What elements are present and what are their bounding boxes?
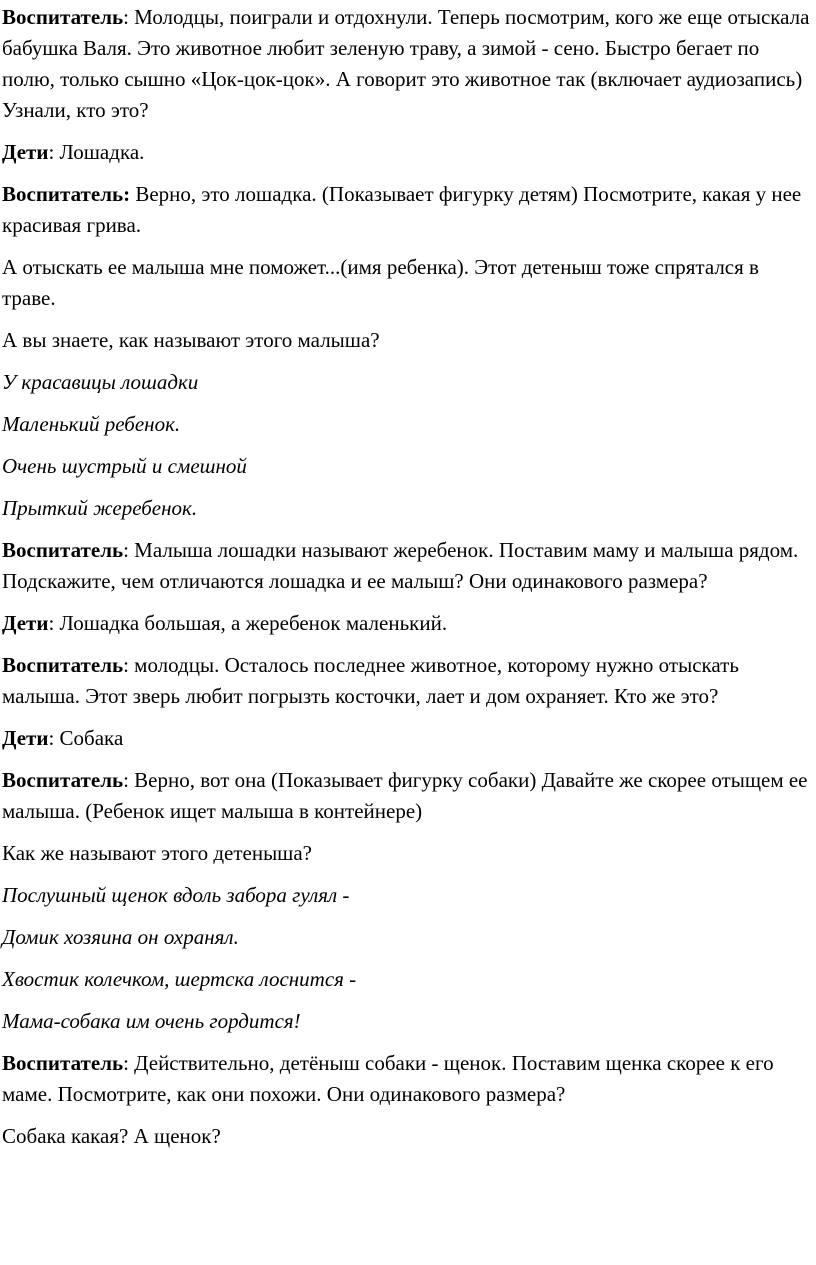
speaker-label: Воспитатель — [2, 5, 124, 29]
paragraph — [2, 650, 814, 712]
paragraph — [2, 179, 814, 241]
paragraph: Как же называют этого детеныша? — [2, 841, 312, 865]
verse-line: Очень шустрый и смешной — [2, 454, 247, 478]
speaker-separator: : — [123, 538, 135, 562]
speaker-label: Дети — [2, 611, 49, 635]
speaker-separator: : — [48, 140, 60, 164]
verse-line: Хвостик колечком, шертска лоснится - — [2, 967, 357, 991]
speaker-label: Воспитатель — [2, 768, 124, 792]
speaker-label: Дети — [2, 726, 49, 750]
speaker-label: Воспитатель — [2, 538, 124, 562]
paragraph — [2, 723, 814, 754]
speaker-separator: : — [48, 611, 60, 635]
verse-line: Послушный щенок вдоль забора гулял - — [2, 883, 350, 907]
paragraph-text: Лошадка большая, а жеребенок маленький. — [59, 611, 448, 635]
verse-line: У красавицы лошадки — [2, 370, 199, 394]
verse-line: Прыткий жеребенок. — [2, 496, 198, 520]
speaker-separator: : — [123, 768, 135, 792]
paragraph — [2, 765, 814, 827]
paragraph: А отыскать ее малыша мне поможет...(имя ребенка). Этот детеныш тоже спрятался в траве. — [2, 255, 759, 310]
speaker-label: Воспитатель — [2, 1051, 124, 1075]
paragraph-text: Лошадка. — [59, 140, 145, 164]
paragraph — [2, 608, 814, 639]
paragraph — [2, 1048, 814, 1110]
verse-line: Маленький ребенок. — [2, 412, 181, 436]
paragraph-text: Собака — [59, 726, 124, 750]
paragraph — [2, 2, 814, 126]
paragraph-text: Верно, это лошадка. (Показывает фигурку детям) Посмотрите, какая у нее красивая грива. — [2, 182, 802, 237]
speaker-separator: : — [48, 726, 60, 750]
speaker-label: Дети — [2, 140, 49, 164]
speaker-separator: : — [123, 653, 135, 677]
speaker-label: Воспитатель — [2, 653, 124, 677]
paragraph-text: Верно, вот она (Показывает фигурку собаки) Давайте же скорее отыщем ее малыша. (Ребенок ищет малыша в контейнере) — [2, 768, 808, 823]
paragraph-text: Малыша лошадки называют жеребенок. Поставим маму и малыша рядом. Подскажите, чем отличаются лошадка и ее малыш? Они одинакового размера? — [2, 538, 799, 593]
paragraph: А вы знаете, как называют этого малыша? — [2, 328, 380, 352]
paragraph — [2, 137, 814, 168]
paragraph-text: Действительно, детёныш собаки - щенок. Поставим щенка скорее к его маме. Посмотрите, как они похожи. Они одинакового размера? — [2, 1051, 774, 1106]
verse-line: Мама-собака им очень гордится! — [2, 1009, 301, 1033]
speaker-separator: : — [123, 1051, 135, 1075]
paragraph: Собака какая? А щенок? — [2, 1124, 221, 1148]
paragraph-text: молодцы. Осталось последнее животное, которому нужно отыскать малыша. Этот зверь любит погрызть косточки, лает и дом охраняет. Кто же это? — [2, 653, 739, 708]
speaker-separator: : — [123, 5, 135, 29]
speaker-label: Воспитатель: — [2, 182, 131, 206]
paragraph-text: Молодцы, поиграли и отдохнули. Теперь посмотрим, кого же еще отыскала бабушка Валя. Это животное любит зеленую траву, а зимой - сено. Быстро бегает по полю, только сышно «Цок-цок-цок». А говорит это животное так (включает аудиозапись) Узнали, кто это? — [2, 5, 810, 122]
paragraph — [2, 535, 814, 597]
verse-line: Домик хозяина он охранял. — [2, 925, 239, 949]
